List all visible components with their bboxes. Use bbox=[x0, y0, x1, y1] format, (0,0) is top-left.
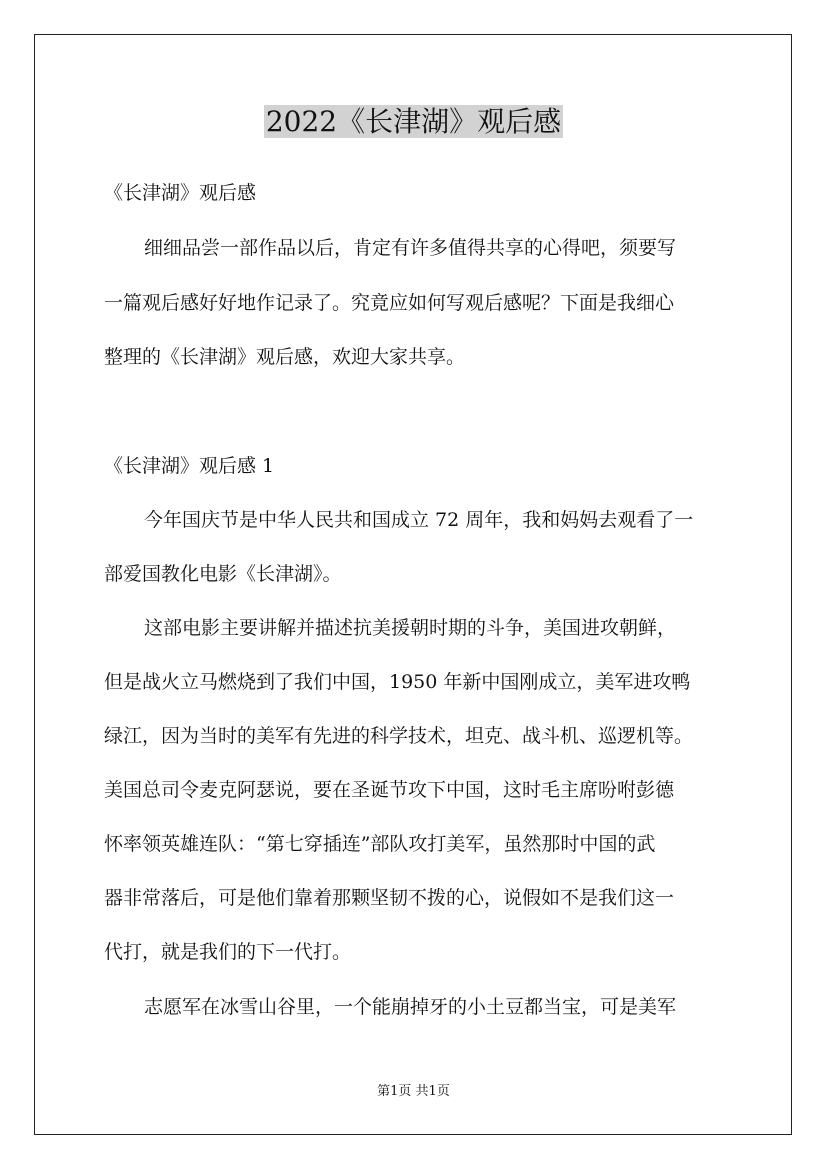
paragraph-line: 美国总司令麦克阿瑟说，要在圣诞节攻下中国，这时毛主席吩咐彭德 bbox=[104, 779, 675, 801]
paragraph-line: 但是战火立马燃烧到了我们中国，1950 年新中国刚成立，美军进攻鸭 bbox=[104, 671, 691, 693]
intro-line: 整理的《长津湖》观后感，欢迎大家共享。 bbox=[104, 346, 466, 368]
paragraph-line: 志愿军在冰雪山谷里，一个能崩掉牙的小土豆都当宝，可是美军 bbox=[144, 996, 677, 1018]
paragraph-line: 部爱国教化电影《长津湖》。 bbox=[104, 563, 342, 585]
intro-line: 一篇观后感好好地作记录了。究竟应如何写观后感呢？下面是我细心 bbox=[104, 292, 675, 314]
paragraph-line: 今年国庆节是中华人民共和国成立 72 周年，我和妈妈去观看了一 bbox=[144, 509, 694, 531]
intro-line: 细细品尝一部作品以后，肯定有许多值得共享的心得吧，须要写 bbox=[144, 237, 677, 259]
paragraph-line: 这部电影主要讲解并描述抗美援朝时期的斗争，美国进攻朝鲜， bbox=[144, 617, 677, 639]
document-title bbox=[0, 102, 827, 142]
paragraph-line: 器非常落后，可是他们靠着那颗坚韧不拨的心，说假如不是我们这一 bbox=[104, 887, 675, 909]
page-footer: 第1页 共1页 bbox=[377, 1084, 450, 1099]
section-heading: 《长津湖》观后感 1 bbox=[104, 455, 275, 477]
subtitle: 《长津湖》观后感 bbox=[104, 182, 257, 204]
paragraph-line: 绿江，因为当时的美军有先进的科学技术，坦克、战斗机、巡逻机等。 bbox=[104, 725, 694, 747]
paragraph-line: 怀率领英雄连队：“第七穿插连”部队攻打美军，虽然那时中国的武 bbox=[104, 833, 656, 855]
document-title-text: 2022《长津湖》观后感 bbox=[265, 105, 562, 138]
paragraph-line: 代打，就是我们的下一代打。 bbox=[104, 941, 352, 963]
